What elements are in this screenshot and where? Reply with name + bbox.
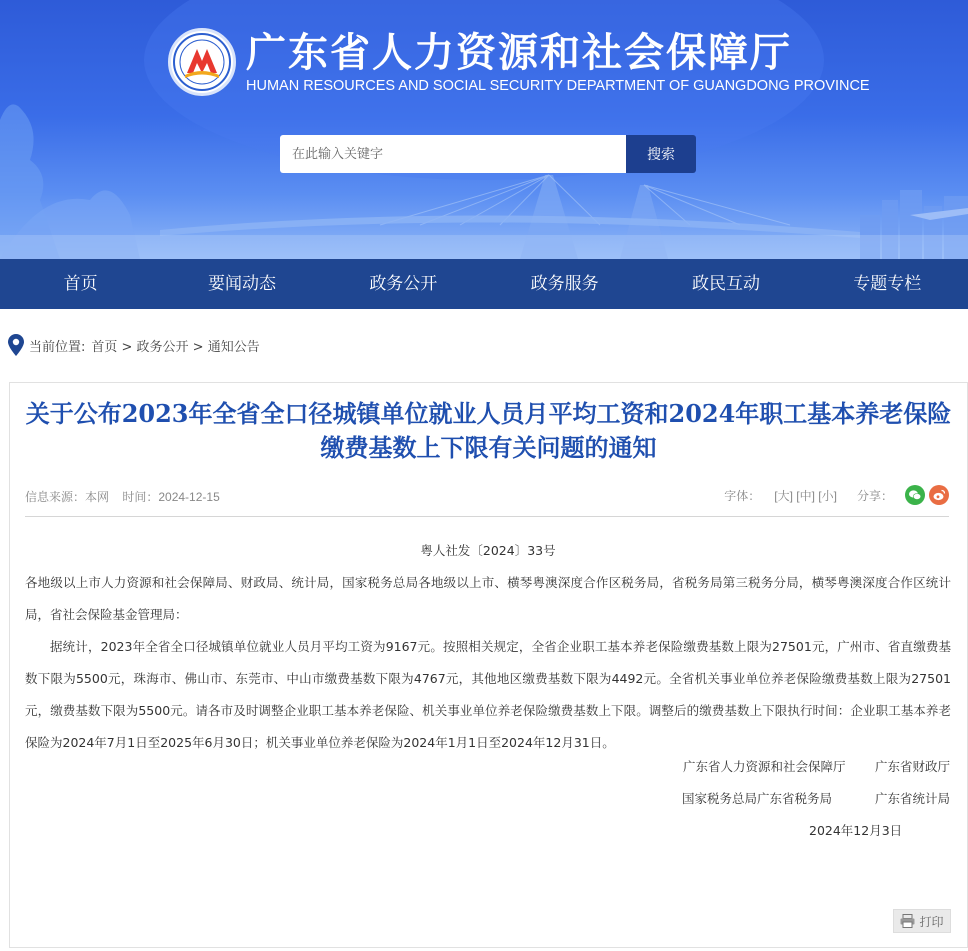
header-banner (0, 0, 968, 259)
article-panel (9, 382, 968, 948)
site-subtitle: HUMAN RESOURCES AND SOCIAL SECURITY DEPARTMENT OF GUANGDONG PROVINCE (246, 78, 870, 94)
article-meta (25, 483, 949, 517)
department-emblem-icon (168, 28, 236, 96)
print-button[interactable] (893, 909, 951, 933)
print-label: 打印 (919, 914, 944, 929)
wechat-share-icon[interactable] (905, 485, 925, 505)
main-paragraph: 据统计，2023年全省全口径城镇单位就业人员月平均工资为9167元。按照相关规定，全省企业职工基本养老保险缴费基数上限为27501元，广州市、省直缴费基数下限为5500元，珠海市、佛山市、东莞市、中山市缴费基数下限为4767元，其他地区缴费基数下限为4492元。全省机关事业单位养老保险缴费基数上限为27501元，缴费基数下限为5500元。请各市及时调整企业职工基本养老保险、机关事业单位养老保险缴费基数上下限。调整后的缴费基数上下限执行时间：企业职工基本养老保险为2024年7月1日至2025年6月30日；机关事业单位养老保险为2024年1月1日至2024年12月31日。 (25, 639, 951, 750)
signing-date: 2024年12月3日 (809, 823, 903, 838)
signer-statistics: 广东省统计局 (875, 791, 951, 806)
signer-finance: 广东省财政厅 (875, 759, 951, 774)
nav-item-special-topics[interactable]: 专题专栏 (853, 274, 922, 294)
nav-item-news[interactable]: 要闻动态 (207, 274, 276, 294)
nav-item-home[interactable]: 首页 (63, 274, 98, 294)
article-title: 关于公布2023年全省全口径城镇单位就业人员月平均工资和2024年职工基本养老保险缴费基数上下限有关问题的通知 (25, 399, 952, 462)
nav-item-government-affairs[interactable]: 政务公开 (369, 274, 438, 294)
breadcrumb (0, 309, 968, 381)
weibo-share-icon[interactable] (929, 485, 949, 505)
nav-item-services[interactable]: 政务服务 (530, 274, 599, 294)
location-pin-icon (8, 334, 24, 356)
site-title: 广东省人力资源和社会保障厅 (246, 30, 792, 76)
addressee-paragraph: 各地级以上市人力资源和社会保障局、财政局、统计局，国家税务总局各地级以上市、横琴粤澳深度合作区税务局，省税务局第三税务分局，横琴粤澳深度合作区统计局，省社会保险基金管理局： (25, 575, 951, 622)
site-logo[interactable] (168, 28, 870, 96)
nav-item-interaction[interactable]: 政民互动 (691, 274, 760, 294)
breadcrumb-path[interactable]: 首页 > 政务公开 > 通知公告 (91, 339, 260, 355)
search-input[interactable] (280, 135, 626, 173)
main-nav (0, 259, 968, 309)
font-size-options[interactable]: [大] [中] [小] (774, 488, 837, 503)
search-bar (280, 135, 696, 173)
article-body (25, 535, 951, 759)
article-time: 时间：2024-12-15 (122, 490, 220, 504)
document-number: 粤人社发〔2024〕33号 (420, 543, 556, 558)
signer-tax: 国家税务总局广东省税务局 (682, 791, 833, 806)
printer-icon (900, 914, 915, 928)
breadcrumb-prefix: 当前位置: (29, 339, 86, 355)
signer-hrss: 广东省人力资源和社会保障厅 (683, 759, 846, 774)
search-button[interactable]: 搜索 (626, 135, 696, 173)
font-size-label: 字体： (724, 488, 761, 503)
article-source: 信息来源：本网 (25, 490, 110, 504)
share-label: 分享： (856, 488, 893, 503)
